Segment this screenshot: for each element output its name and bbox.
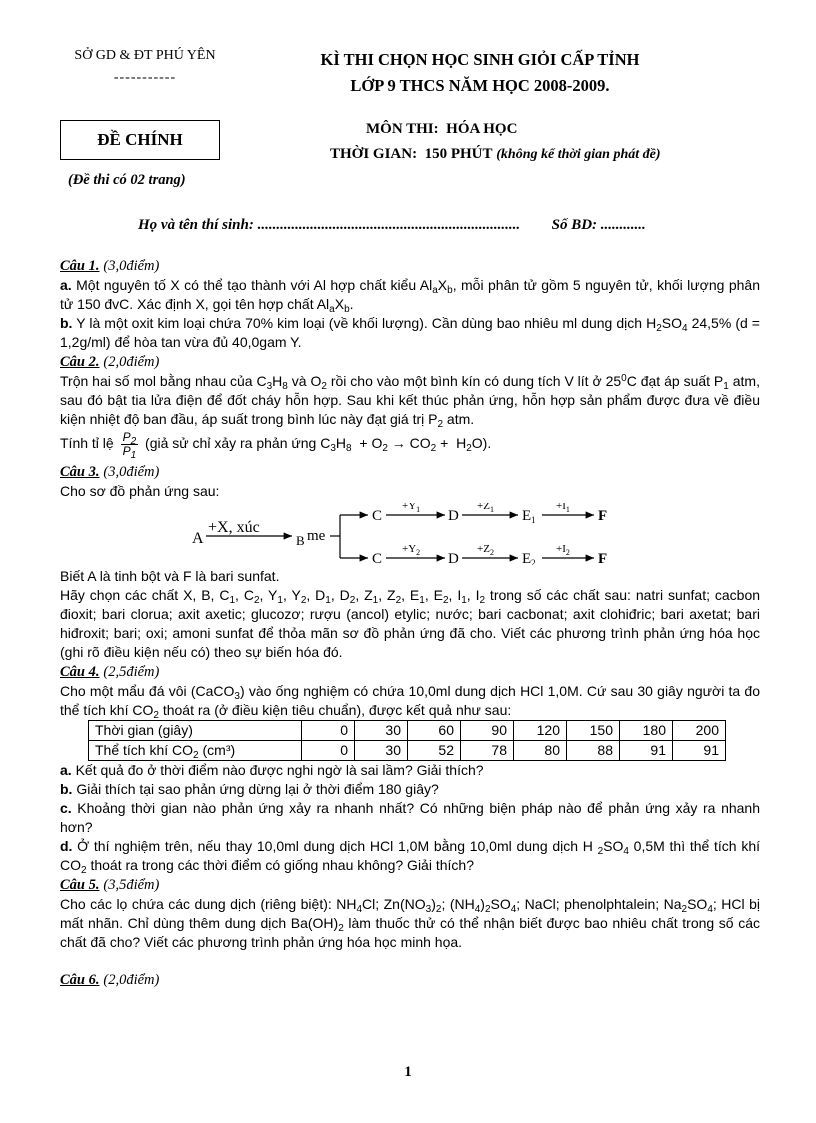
reaction-scheme-svg xyxy=(60,503,760,565)
scheme-A: A xyxy=(192,530,204,547)
q5-heading: Câu 5. (3,5điểm) xyxy=(60,877,160,893)
q3-intro: Cho sơ đồ phản ứng sau: xyxy=(60,483,220,499)
reaction-scheme xyxy=(60,503,760,565)
time-line xyxy=(330,146,661,163)
q4-part-b: b. Giải thích tại sao phản ứng dừng lại ở thời điểm 180 giây? xyxy=(60,781,439,797)
official-stamp-box: ĐỀ CHÍNH xyxy=(60,120,220,160)
table-cell: 88 xyxy=(567,741,620,761)
co2-volume-table xyxy=(88,720,726,761)
table-cell: 91 xyxy=(673,741,726,761)
scheme-D2: D xyxy=(448,551,459,565)
department-name: SỞ GD & ĐT PHÚ YÊN xyxy=(74,48,216,63)
scheme-Z1: $+Z_1$ xyxy=(477,503,494,514)
q2-text: Trộn hai số mol bằng nhau của $C_3H_8$ và $O_2$ rồi cho vào một bình kín có dung tích V lít ở $25^0C$ đạt áp suất $P_1$ atm, sau đó bật tia lửa điện để đốt cháy hỗn hợp. Sau khi kết thúc phản ứng, hỗn hợp sản phẩm được đưa về điều kiện nhiệt độ ban đầu, áp suất trong bình lúc này đạt giá trị $P_2$ atm. xyxy=(60,373,760,430)
scheme-B: B xyxy=(296,533,305,548)
header-separator: ----------- xyxy=(113,70,177,85)
q4-intro: Cho một mẩu đá vôi (CaCO$_3$) vào ống nghiệm có chứa 10,0ml dung dịch HCl 1,0M. Cứ sau 30 giây người ta đo thể tích khí $CO_2$ thoát ra (ở điều kiện tiêu chuẩn), được kết quả như sau: xyxy=(60,683,760,721)
q4-part-a: a. Kết quả đo ở thời điểm nào được nghi ngờ là sai lầm? Giải thích? xyxy=(60,762,484,778)
table-cell: 0 xyxy=(302,741,355,761)
table-cell: 60 xyxy=(408,721,461,741)
table-cell: 80 xyxy=(514,741,567,761)
q3-task: Hãy chọn các chất X, B, $C_1$, $C_2$, $Y_1$, $Y_2$, $D_1$, $D_2$, $Z_1$, $Z_2$, $E_1$, $E_2$, $I_1$, $I_2$ trong số các chất sau: natri sunfat; cacbon đioxit; bari clorua; axit axetic; glucozơ; rượu (ancol) etylic; nước; bari cacbonat; axit clohiđric; bari axetat; bari hiđroxit; bari; oxi; amoni sunfat để thỏa mãn sơ đồ phản ứng đã cho. Viết các phương trình phản ứng hóa học (ghi rõ điều kiện nếu có) theo sự biến hóa đó. xyxy=(60,587,761,660)
scheme-A-condition: +X, xúc xyxy=(208,519,260,536)
subject-label: MÔN THI: xyxy=(366,121,439,137)
scheme-C1: C xyxy=(372,508,383,524)
exam-title xyxy=(300,47,660,99)
subject-line xyxy=(366,121,517,138)
table-label-time: Thời gian (giây) xyxy=(89,721,302,741)
exam-title-line1: KÌ THI CHỌN HỌC SINH GIỎI CẤP TỈNH xyxy=(320,50,640,69)
scheme-I1: $+I_1$ xyxy=(556,503,570,514)
table-cell: 91 xyxy=(620,741,673,761)
table-cell: 90 xyxy=(461,721,514,741)
sbd-field: Số BD: ............ xyxy=(551,217,646,233)
candidate-name-field: Họ và tên thí sinh: ...................................................................... xyxy=(138,217,521,233)
scheme-D1: D xyxy=(448,508,459,524)
p2-over-p1-fraction: $\frac{P_2}{P_1}$ xyxy=(122,430,137,461)
table-cell: 180 xyxy=(620,721,673,741)
subject-value: HÓA HỌC xyxy=(446,121,518,137)
q5-text: Cho các lọ chứa các dung dịch (riêng biệt): $NH_4Cl$; $Zn(NO_3)_2$; $(NH_4)_2SO_4$; NaCl; phenolphtalein; $Na_2SO_4$; HCl bị mất nhãn. Chỉ dùng thêm dung dịch $Ba(OH)_2$ làm thuốc thử có thể nhận biết được bao nhiêu chất trong số các chất đã cho? Viết các phương trình phản ứng hóa học minh họa. xyxy=(60,896,760,950)
q4-part-c: c. Khoảng thời gian nào phản ứng xảy ra nhanh nhất? Có những biện pháp nào để phản ứng xảy ra nhanh hơn? xyxy=(60,800,760,835)
time-value: 150 PHÚT xyxy=(424,146,493,162)
scheme-C2: C xyxy=(372,551,383,565)
exam-body xyxy=(60,256,760,990)
page-number: 1 xyxy=(404,1064,412,1080)
q1-heading: Câu 1. (3,0điểm) xyxy=(60,258,160,274)
q2-ratio: Tính tỉ lệ $\frac{P_2}{P_1}$ (giả sử chỉ xảy ra phản ứng $C_3H_8 + O_2 \to CO_2 + H_2O$). xyxy=(60,430,492,461)
table-cell: 52 xyxy=(408,741,461,761)
candidate-line xyxy=(138,217,646,234)
q3-heading: Câu 3. (3,0điểm) xyxy=(60,464,160,480)
q3-given: Biết A là tinh bột và F là bari sunfat. xyxy=(60,568,280,584)
q2-heading: Câu 2. (2,0điểm) xyxy=(60,354,160,370)
table-cell: 120 xyxy=(514,721,567,741)
q1-part-a: a. Một nguyên tố X có thể tạo thành với Al hợp chất kiểu $Al_aX_b$, mỗi phân tử gồm 5 nguyên tử, khối lượng phân tử 150 đvC. Xác định X, gọi tên hợp chất $Al_aX_b$. xyxy=(60,277,760,315)
table-row-volume xyxy=(89,741,726,761)
time-note: (không kể thời gian phát đề) xyxy=(496,147,661,162)
exam-title-line2: LỚP 9 THCS NĂM HỌC 2008-2009. xyxy=(350,76,610,95)
pages-note: (Đề thi có 02 trang) xyxy=(68,172,186,188)
table-row-time xyxy=(89,721,726,741)
scheme-F1: F xyxy=(598,508,608,524)
scheme-Z2: $+Z_2$ xyxy=(477,543,494,557)
table-cell: 150 xyxy=(567,721,620,741)
time-label: THỜI GIAN: xyxy=(330,146,418,162)
scheme-F2: F xyxy=(598,551,608,565)
scheme-B-condition: me xyxy=(307,528,326,544)
q4-heading: Câu 4. (2,5điểm) xyxy=(60,664,160,680)
scheme-E1: $E_1$ xyxy=(522,508,536,525)
scheme-Y2: $+Y_2$ xyxy=(402,543,421,557)
q4-part-d: d. Ở thí nghiệm trên, nếu thay 10,0ml dung dịch HCl 1,0M bằng 10,0ml dung dịch H $_2SO_4$ 0,5M thì thể tích khí $CO_2$ thoát ra trong các thời điểm có giống nhau không? Giải thích? xyxy=(60,838,760,876)
table-cell: 30 xyxy=(355,741,408,761)
table-cell: 30 xyxy=(355,721,408,741)
q1-part-b: b. Y là một oxit kim loại chứa 70% kim loại (về khối lượng). Cần dùng bao nhiêu ml dung dịch $H_2SO_4$ 24,5% (d = 1,2g/ml) để hòa tan vừa đủ 40,0gam Y. xyxy=(60,315,760,350)
table-cell: 200 xyxy=(673,721,726,741)
scheme-I2: $+I_2$ xyxy=(556,543,570,557)
scheme-Y1: $+Y_1$ xyxy=(402,503,421,514)
table-cell: 78 xyxy=(461,741,514,761)
table-cell: 0 xyxy=(302,721,355,741)
department-block xyxy=(50,48,240,86)
scheme-E2: $E_2$ xyxy=(522,551,536,565)
q6-heading: Câu 6. (2,0điểm) xyxy=(60,972,160,988)
table-label-volume: Thể tích khí $CO_2$ (cm³) xyxy=(89,741,302,761)
